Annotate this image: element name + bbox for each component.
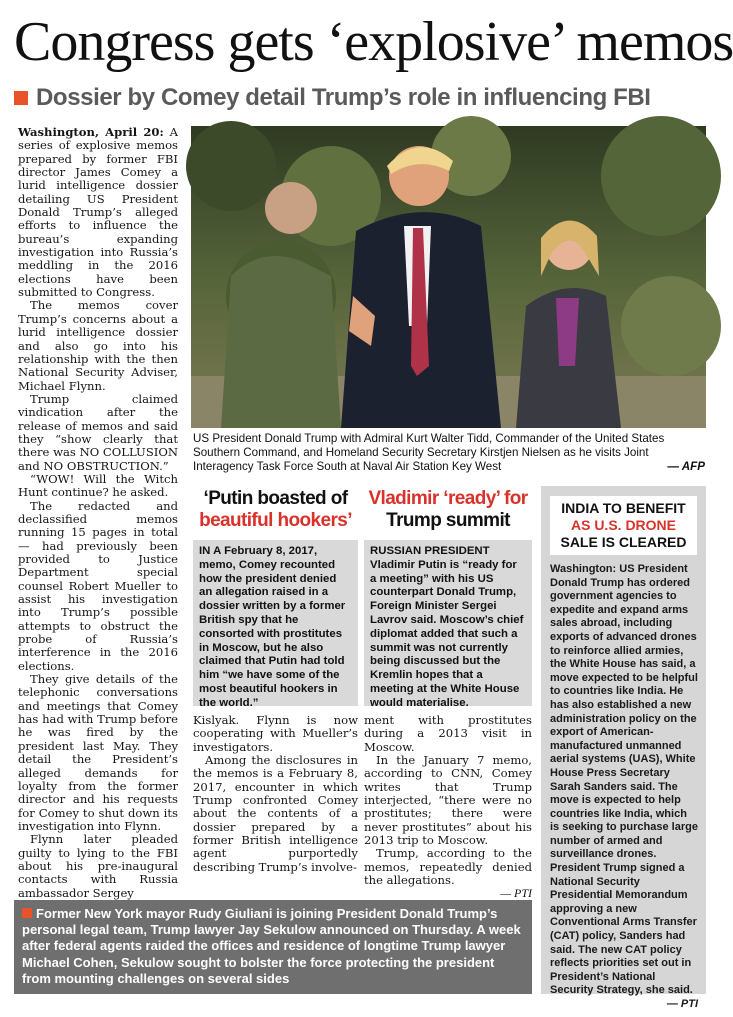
main-story-credit: — PTI: [500, 886, 532, 901]
main-story-paragraph: Kislyak. Flynn is now cooperating with Mueller’s investigators.: [193, 713, 358, 754]
story1-headline-line1: ‘Putin boasted of: [203, 488, 348, 509]
sidebar-body: [541, 555, 706, 1010]
photo-caption: [193, 432, 705, 478]
main-story-column-3: [364, 713, 532, 901]
bullet-square-icon: [22, 908, 32, 918]
story2-headline-line2: Trump summit: [386, 510, 510, 531]
subheadline: [14, 82, 706, 114]
news-photo: [191, 126, 706, 428]
main-story-column-1: [18, 125, 179, 900]
main-story-paragraph: In the January 7 memo, according to CNN, Comey writes that Trump interjected, “there were no prostitutes; there were never prostitutes” about his 2013 trip to Moscow.: [364, 753, 532, 848]
story2-text: Vladimir Putin is “ready for a meeting” with his US counterpart Donald Trump, Foreign Minister Sergei Lavrov said. Moscow’s chief diplomat added that such a summit was not currently being discussed but the Kremlin hopes that a meeting at the White House would materialise.: [370, 558, 524, 709]
subheadline-text: Dossier by Comey detail Trump’s role in influencing FBI: [36, 84, 651, 111]
sidebar-text: Washington: US President Donald Trump has ordered government agencies to expedite and expand arms sales abroad, including exports of advanced drones to reinforce allied armies, the White House has said, a move expected to be helpful to countries like India. He has also established a new administration policy on the export of American-manufactured unmanned aerial systems (UAS), White House Press Secretary Sarah Sanders said. The move is expected to help countries like India, which is seeking to purchase large number of armed and surveillance drones. President Trump signed a National Security Presidential Memorandum approving a new Conventional Arms Transfer (CAT) policy, Sanders had said. The new CAT policy reflects priorities set out in President’s National Security Strategy, she said.: [550, 563, 698, 997]
story2-lead: RUSSIAN PRESIDENT: [370, 545, 490, 557]
sidebar-headline-line2: AS U.S. DRONE: [570, 517, 676, 533]
sidebar-headline-line1: INDIA TO BENEFIT: [561, 500, 686, 516]
main-story-paragraph: The memos cover Trump’s concerns about a lurid intelligence dossier and also go into his relationship with the then National Security Adviser, Michael Flynn.: [18, 298, 178, 393]
footer-news-brief: [14, 900, 532, 994]
footer-text: Former New York mayor Rudy Giuliani is joining President Donald Trump’s personal legal team, Trump lawyer Jay Sekulow announced on Thursday. A week after federal agents raided the offices and residence of longtime Trump lawyer Michael Cohen, Sekulow sought to bolster the force protecting the president from mounting challenges on several sides: [22, 906, 521, 986]
main-story-paragraph: [18, 126, 178, 299]
photo-illustration: [191, 126, 706, 428]
story2-headline: [364, 488, 532, 536]
story1-body: IN A February 8, 2017, memo, Comey recounted how the president denied an allegation raised in a dossier written by a former British spy that he consorted with prostitutes in Moscow, but he also claimed that Putin had told him “we have some of the most beautiful hookers in the world.”: [193, 540, 358, 706]
main-story-column-2: [193, 714, 358, 894]
main-story-paragraph: ment with prostitutes during a 2013 visit in Moscow.: [364, 713, 532, 754]
sidebar-story: [541, 486, 706, 1010]
sidebar-headline-line3: SALE IS CLEARED: [560, 534, 687, 550]
story1-headline-line2: beautiful hookers’: [199, 510, 352, 531]
story2-headline-line1: Vladimir ‘ready’ for: [368, 488, 528, 509]
main-story-paragraph: Among the disclosures in the memos is a February 8, 2017, encounter in which Trump confronted Comey about the contents of a dossier prepared by a former British intelligence agent purportedly describing Trump’s involve-: [193, 753, 358, 874]
caption-text: US President Donald Trump with Admiral Kurt Walter Tidd, Commander of the United States Southern Command, and Homeland Security Secretary Kirstjen Nielsen as he visits Joint Interagency Task Force South at Naval Air Station Key West: [193, 432, 665, 473]
sidebar-headline: [550, 496, 697, 555]
sidebar-credit: — PTI: [666, 998, 698, 1010]
story1-headline: [193, 488, 358, 536]
main-story-paragraph: Flynn later pleaded guilty to lying to the FBI about his pre-inaugural contacts with Russia ambassador Sergey: [18, 832, 178, 900]
dateline: Washington, April 20:: [18, 125, 164, 139]
main-story-paragraph: They give details of the telephonic conversations and meetings that Comey has had with Trump before he was fired by the president last May. They detail the President’s alleged demands for loyalty from the former director and his requests for Comey to shut down its investigation into Flynn.: [18, 672, 178, 833]
photo-credit: — AFP: [667, 460, 705, 473]
main-story-paragraph: Trump claimed vindication after the release of memos and said they “show clearly that there was NO COLLUSION and NO OBSTRUCTION.”: [18, 391, 178, 473]
main-story-paragraph: The redacted and declassified memos running 15 pages in total — had previously been provided to Justice Department special counsel Robert Mueller to assist his investigation into Trump’s possible attempts to obstruct the probe of Russia’s interference in the 2016 elections.: [18, 498, 178, 673]
paragraph-text: A series of explosive memos prepared by former FBI director James Comey a lurid intelligence dossier detailing US President Donald Trump’s alleged efforts to influence the bureau’s expanding investigation into Russia’s meddling in the 2016 elections have been submitted to Congress.: [18, 125, 179, 300]
main-story-paragraph: Trump, according to the memos, repeatedly denied the allegations.: [364, 846, 532, 888]
bullet-square-icon: [14, 91, 28, 105]
story2-body: [364, 540, 532, 709]
headline: Congress gets ‘explosive’ memos: [14, 11, 733, 73]
main-story-paragraph: “WOW! Will the Witch Hunt continue? he asked.: [18, 471, 178, 500]
